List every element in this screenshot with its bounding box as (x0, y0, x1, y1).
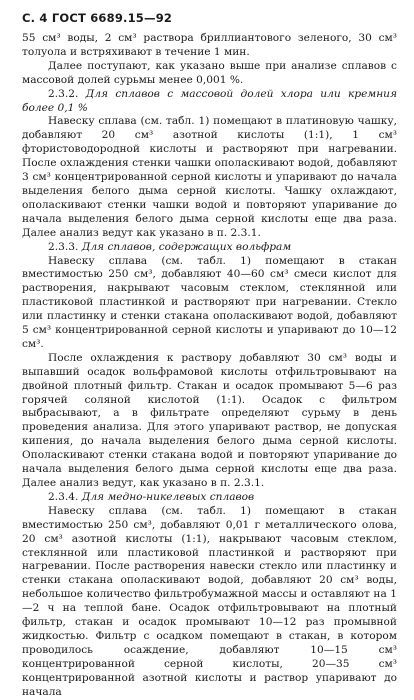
page-header: С. 4 ГОСТ 6689.15—92 (22, 11, 173, 25)
section-number: 2.3.2. (48, 87, 79, 100)
section-title: Для сплавов, содержащих вольфрам (81, 240, 292, 253)
section-heading (22, 491, 397, 505)
section-number: 2.3.4. (48, 490, 79, 503)
paragraph: Навеску сплава (см. табл. 1) помещают в платиновую чашку, добавляют 20 см³ азотной кислоты (1:1), 1 см³ фтористоводородной кислоты и растворяют при нагревании. После охлаждения стенки чашки ополаскивают водой, добавляют 3 см³ концентрированной серной кислоты и упаривают до начала выделения белого дыма серной кислоты. Чашку охлаждают, ополаскивают стенки чашки водой и повторяют упаривание до начала выделения белого дыма серной кислоты еще два раза. Далее анализ ведут как указано в п. 2.3.1. (22, 115, 397, 239)
paragraph: Далее поступают, как указано выше при анализе сплавов с массовой долей сурьмы менее 0,001 %. (22, 59, 397, 86)
document-body (22, 32, 397, 700)
section-title: Для медно-никелевых сплавов (81, 490, 255, 503)
section-number: 2.3.3. (48, 240, 79, 253)
paragraph: 55 см³ воды, 2 см³ раствора бриллиантового зеленого, 30 см³ толуола и встряхивают в течение 1 мин. (22, 32, 397, 58)
section-heading (22, 241, 397, 255)
paragraph: Навеску сплава (см. табл. 1) помещают в стакан вместимостью 250 см³, добавляют 0,01 г металлического олова, 20 см³ азотной кислоты (1:1), накрывают часовым стеклом, стеклянной или пластиковой пластинкой и растворяют при нагревании. После растворения навески стекло или пластинку и стенки стакана ополаскивают водой, добавляют 20 см³ воды, небольшое количество фильтробумажной массы и оставляют на 1—2 ч на теплой бане. Осадок отфильтровывают на плотный фильтр, стакан и осадок промывают 10—12 раз промывной жидкостью. Фильтр с осадком помещают в стакан, в котором проводилось осаждение, добавляют 10—15 см³ концентрированной серной кислоты, 20—35 см³ концентрированной азотной кислоты и раствор упаривают до начала (22, 504, 397, 698)
paragraph: После охлаждения к раствору добавляют 30 см³ воды и выпавший осадок вольфрамовой кислоты отфильтровывают на двойной плотный фильтр. Стакан и осадок промывают 5—6 раз горячей соляной кислотой (1:1). Осадок с фильтром выбрасывают, а в фильтрате определяют сурьму в день проведения анализа. Для этого упаривают раствор, не допуская кипения, до начала выделения белого дыма серной кислоты. Ополаскивают стенки стакана водой и повторяют упаривание до начала выделения белого дыма серной кислоты еще два раза. Далее анализ ведут, как указано в п. 2.3.1. (22, 351, 397, 489)
section-heading (22, 88, 397, 116)
paragraph: Навеску сплава (см. табл. 1) помещают в стакан вместимостью 250 см³, добавляют 40—60 см³ смеси кислот для растворения, накрывают часовым стеклом, стеклянной или пластиковой пластинкой и растворяют при нагревании. Стекло или пластинку и стенки стакана ополаскивают водой, добавляют 5 см³ концентрированной серной кислоты и упаривают до 10—12 см³. (22, 254, 397, 350)
section-title: Для сплавов с массовой долей хлора или кремния более 0,1 % (22, 87, 398, 114)
